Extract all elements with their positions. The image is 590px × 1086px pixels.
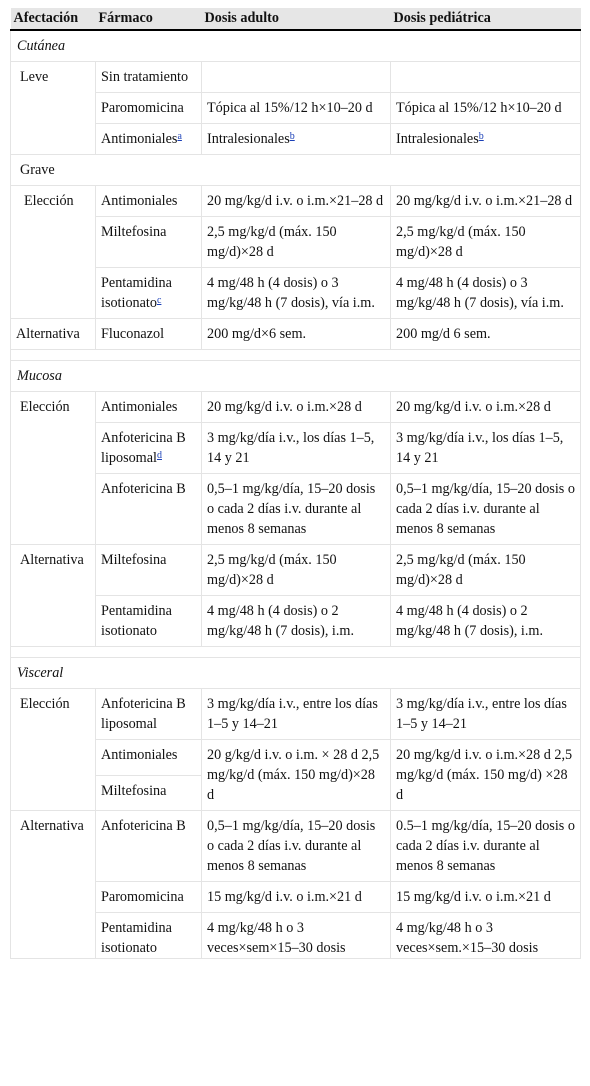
table-row [11, 392, 581, 423]
ped-dose-cell: 3 mg/kg/día i.v., entre los días 1–5 y 14–21 [391, 689, 581, 740]
section-title-mucosa: Mucosa [11, 361, 581, 392]
table-row [11, 474, 581, 545]
drug-cell: Antimoniales [96, 392, 202, 423]
label-alternativa: Alternativa [11, 545, 96, 647]
section-title-cutanea: Cutánea [11, 30, 581, 62]
drug-cell: Anfotericina B liposomal [96, 689, 202, 740]
header-dosis-pediatrica: Dosis pediátrica [391, 8, 581, 30]
ped-dose-cell [391, 124, 581, 155]
adult-dose-cell: 4 mg/kg/48 h o 3 veces×sem×15–30 dosis [202, 913, 391, 959]
drug-cell: Fluconazol [96, 319, 202, 350]
ped-dose-cell: 4 mg/48 h (4 dosis) o 2 mg/kg/48 h (7 dosis), i.m. [391, 596, 581, 647]
drug-cell: Paromomicina [96, 882, 202, 913]
leishmaniasis-treatment-table [10, 8, 581, 959]
adult-dose-cell [202, 62, 391, 93]
label-leve: Leve [11, 62, 96, 155]
section-row [11, 658, 581, 689]
drug-cell: Anfotericina B [96, 811, 202, 882]
ped-dose-cell: 15 mg/kg/d i.v. o i.m.×21 d [391, 882, 581, 913]
ped-dose-cell: 20 mg/kg/d i.v. o i.m.×28 d 2,5 mg/kg/d (máx. 150 mg/d) ×28 d [391, 740, 581, 811]
drug-cell: Antimoniales [96, 186, 202, 217]
ped-dose-cell [391, 62, 581, 93]
header-farmaco: Fármaco [96, 8, 202, 30]
drug-cell [96, 124, 202, 155]
table-row [11, 545, 581, 596]
table-row [11, 62, 581, 93]
ped-dose-cell: 200 mg/d 6 sem. [391, 319, 581, 350]
ped-dose-cell: 0.5–1 mg/kg/día, 15–20 dosis o cada 2 días i.v. durante al menos 8 semanas [391, 811, 581, 882]
table-row [11, 423, 581, 474]
ped-dose-cell: 20 mg/kg/d i.v. o i.m.×28 d [391, 392, 581, 423]
table-row [11, 319, 581, 350]
ped-dose-cell: 2,5 mg/kg/d (máx. 150 mg/d)×28 d [391, 545, 581, 596]
spacer-row [11, 350, 581, 361]
footnote-link[interactable]: d [156, 450, 162, 461]
adult-dose-cell: 20 mg/kg/d i.v. o i.m.×21–28 d [202, 186, 391, 217]
adult-dose-cell: 0,5–1 mg/kg/día, 15–20 dosis o cada 2 días i.v. durante al menos 8 semanas [202, 474, 391, 545]
ped-dose-cell: 20 mg/kg/d i.v. o i.m.×21–28 d [391, 186, 581, 217]
ped-dose-cell: 2,5 mg/kg/d (máx. 150 mg/d)×28 d [391, 217, 581, 268]
adult-dose-cell: 20 mg/kg/d i.v. o i.m.×28 d [202, 392, 391, 423]
adult-dose-cell [202, 124, 391, 155]
adult-dose-cell: 2,5 mg/kg/d (máx. 150 mg/d)×28 d [202, 217, 391, 268]
adult-dose-cell: 200 mg/d×6 sem. [202, 319, 391, 350]
section-row [11, 30, 581, 62]
label-eleccion: Elección [11, 689, 96, 811]
dose-text: Intralesionales [396, 131, 479, 147]
table-row [11, 93, 581, 124]
table-row [11, 124, 581, 155]
footnote-link[interactable]: b [289, 131, 295, 142]
table-row [11, 882, 581, 913]
spacer-cell [11, 647, 581, 658]
footnote-link[interactable]: b [478, 131, 484, 142]
ped-dose-cell: 3 mg/kg/día i.v., los días 1–5, 14 y 21 [391, 423, 581, 474]
table-row [11, 740, 581, 776]
label-eleccion: Elección [11, 186, 96, 319]
label-eleccion: Elección [11, 392, 96, 545]
adult-dose-cell: 3 mg/kg/día i.v., entre los días 1–5 y 14–21 [202, 689, 391, 740]
drug-text: Anfotericina B liposomal [101, 430, 186, 466]
label-grave: Grave [11, 155, 581, 186]
adult-dose-cell: 4 mg/48 h (4 dosis) o 3 mg/kg/48 h (7 dosis), vía i.m. [202, 268, 391, 319]
ped-dose-cell: 4 mg/kg/48 h o 3 veces×sem.×15–30 dosis [391, 913, 581, 959]
spacer-cell [11, 350, 581, 361]
adult-dose-cell: 2,5 mg/kg/d (máx. 150 mg/d)×28 d [202, 545, 391, 596]
adult-dose-cell: 15 mg/kg/d i.v. o i.m.×21 d [202, 882, 391, 913]
ped-dose-cell: Tópica al 15%/12 h×10–20 d [391, 93, 581, 124]
table-row [11, 186, 581, 217]
table-row [11, 811, 581, 882]
label-alternativa: Alternativa [11, 811, 96, 959]
footnote-link[interactable]: a [177, 131, 182, 142]
adult-dose-cell: Tópica al 15%/12 h×10–20 d [202, 93, 391, 124]
table-row [11, 268, 581, 319]
drug-cell: Pentamidina isotionato [96, 913, 202, 959]
table-row [11, 155, 581, 186]
drug-cell: Anfotericina B [96, 474, 202, 545]
adult-dose-cell: 20 g/kg/d i.v. o i.m. × 28 d 2,5 mg/kg/d (máx. 150 mg/d)×28 d [202, 740, 391, 811]
drug-cell: Miltefosina [96, 217, 202, 268]
table-row [11, 689, 581, 740]
drug-text: Pentamidina isotionato [101, 275, 172, 311]
spacer-row [11, 647, 581, 658]
drug-cell [96, 268, 202, 319]
drug-cell: Antimoniales [96, 740, 202, 776]
adult-dose-cell: 4 mg/48 h (4 dosis) o 2 mg/kg/48 h (7 dosis), i.m. [202, 596, 391, 647]
table-header [11, 8, 581, 30]
table-row [11, 596, 581, 647]
drug-cell [96, 423, 202, 474]
drug-cell: Pentamidina isotionato [96, 596, 202, 647]
drug-cell: Paromomicina [96, 93, 202, 124]
table-row [11, 913, 581, 959]
dose-text: Intralesionales [207, 131, 290, 147]
ped-dose-cell: 0,5–1 mg/kg/día, 15–20 dosis o cada 2 días i.v. durante al menos 8 semanas [391, 474, 581, 545]
label-alternativa: Alternativa [11, 319, 96, 350]
drug-cell: Sin tratamiento [96, 62, 202, 93]
table-row [11, 217, 581, 268]
section-title-visceral: Visceral [11, 658, 581, 689]
adult-dose-cell: 0,5–1 mg/kg/día, 15–20 dosis o cada 2 días i.v. durante al menos 8 semanas [202, 811, 391, 882]
drug-cell: Miltefosina [96, 545, 202, 596]
footnote-link[interactable]: c [156, 295, 162, 306]
drug-cell: Miltefosina [96, 775, 202, 811]
header-afectacion: Afectación [11, 8, 96, 30]
adult-dose-cell: 3 mg/kg/día i.v., los días 1–5, 14 y 21 [202, 423, 391, 474]
drug-text: Antimoniales [101, 131, 178, 147]
ped-dose-cell: 4 mg/48 h (4 dosis) o 3 mg/kg/48 h (7 dosis), vía i.m. [391, 268, 581, 319]
section-row [11, 361, 581, 392]
header-dosis-adulto: Dosis adulto [202, 8, 391, 30]
